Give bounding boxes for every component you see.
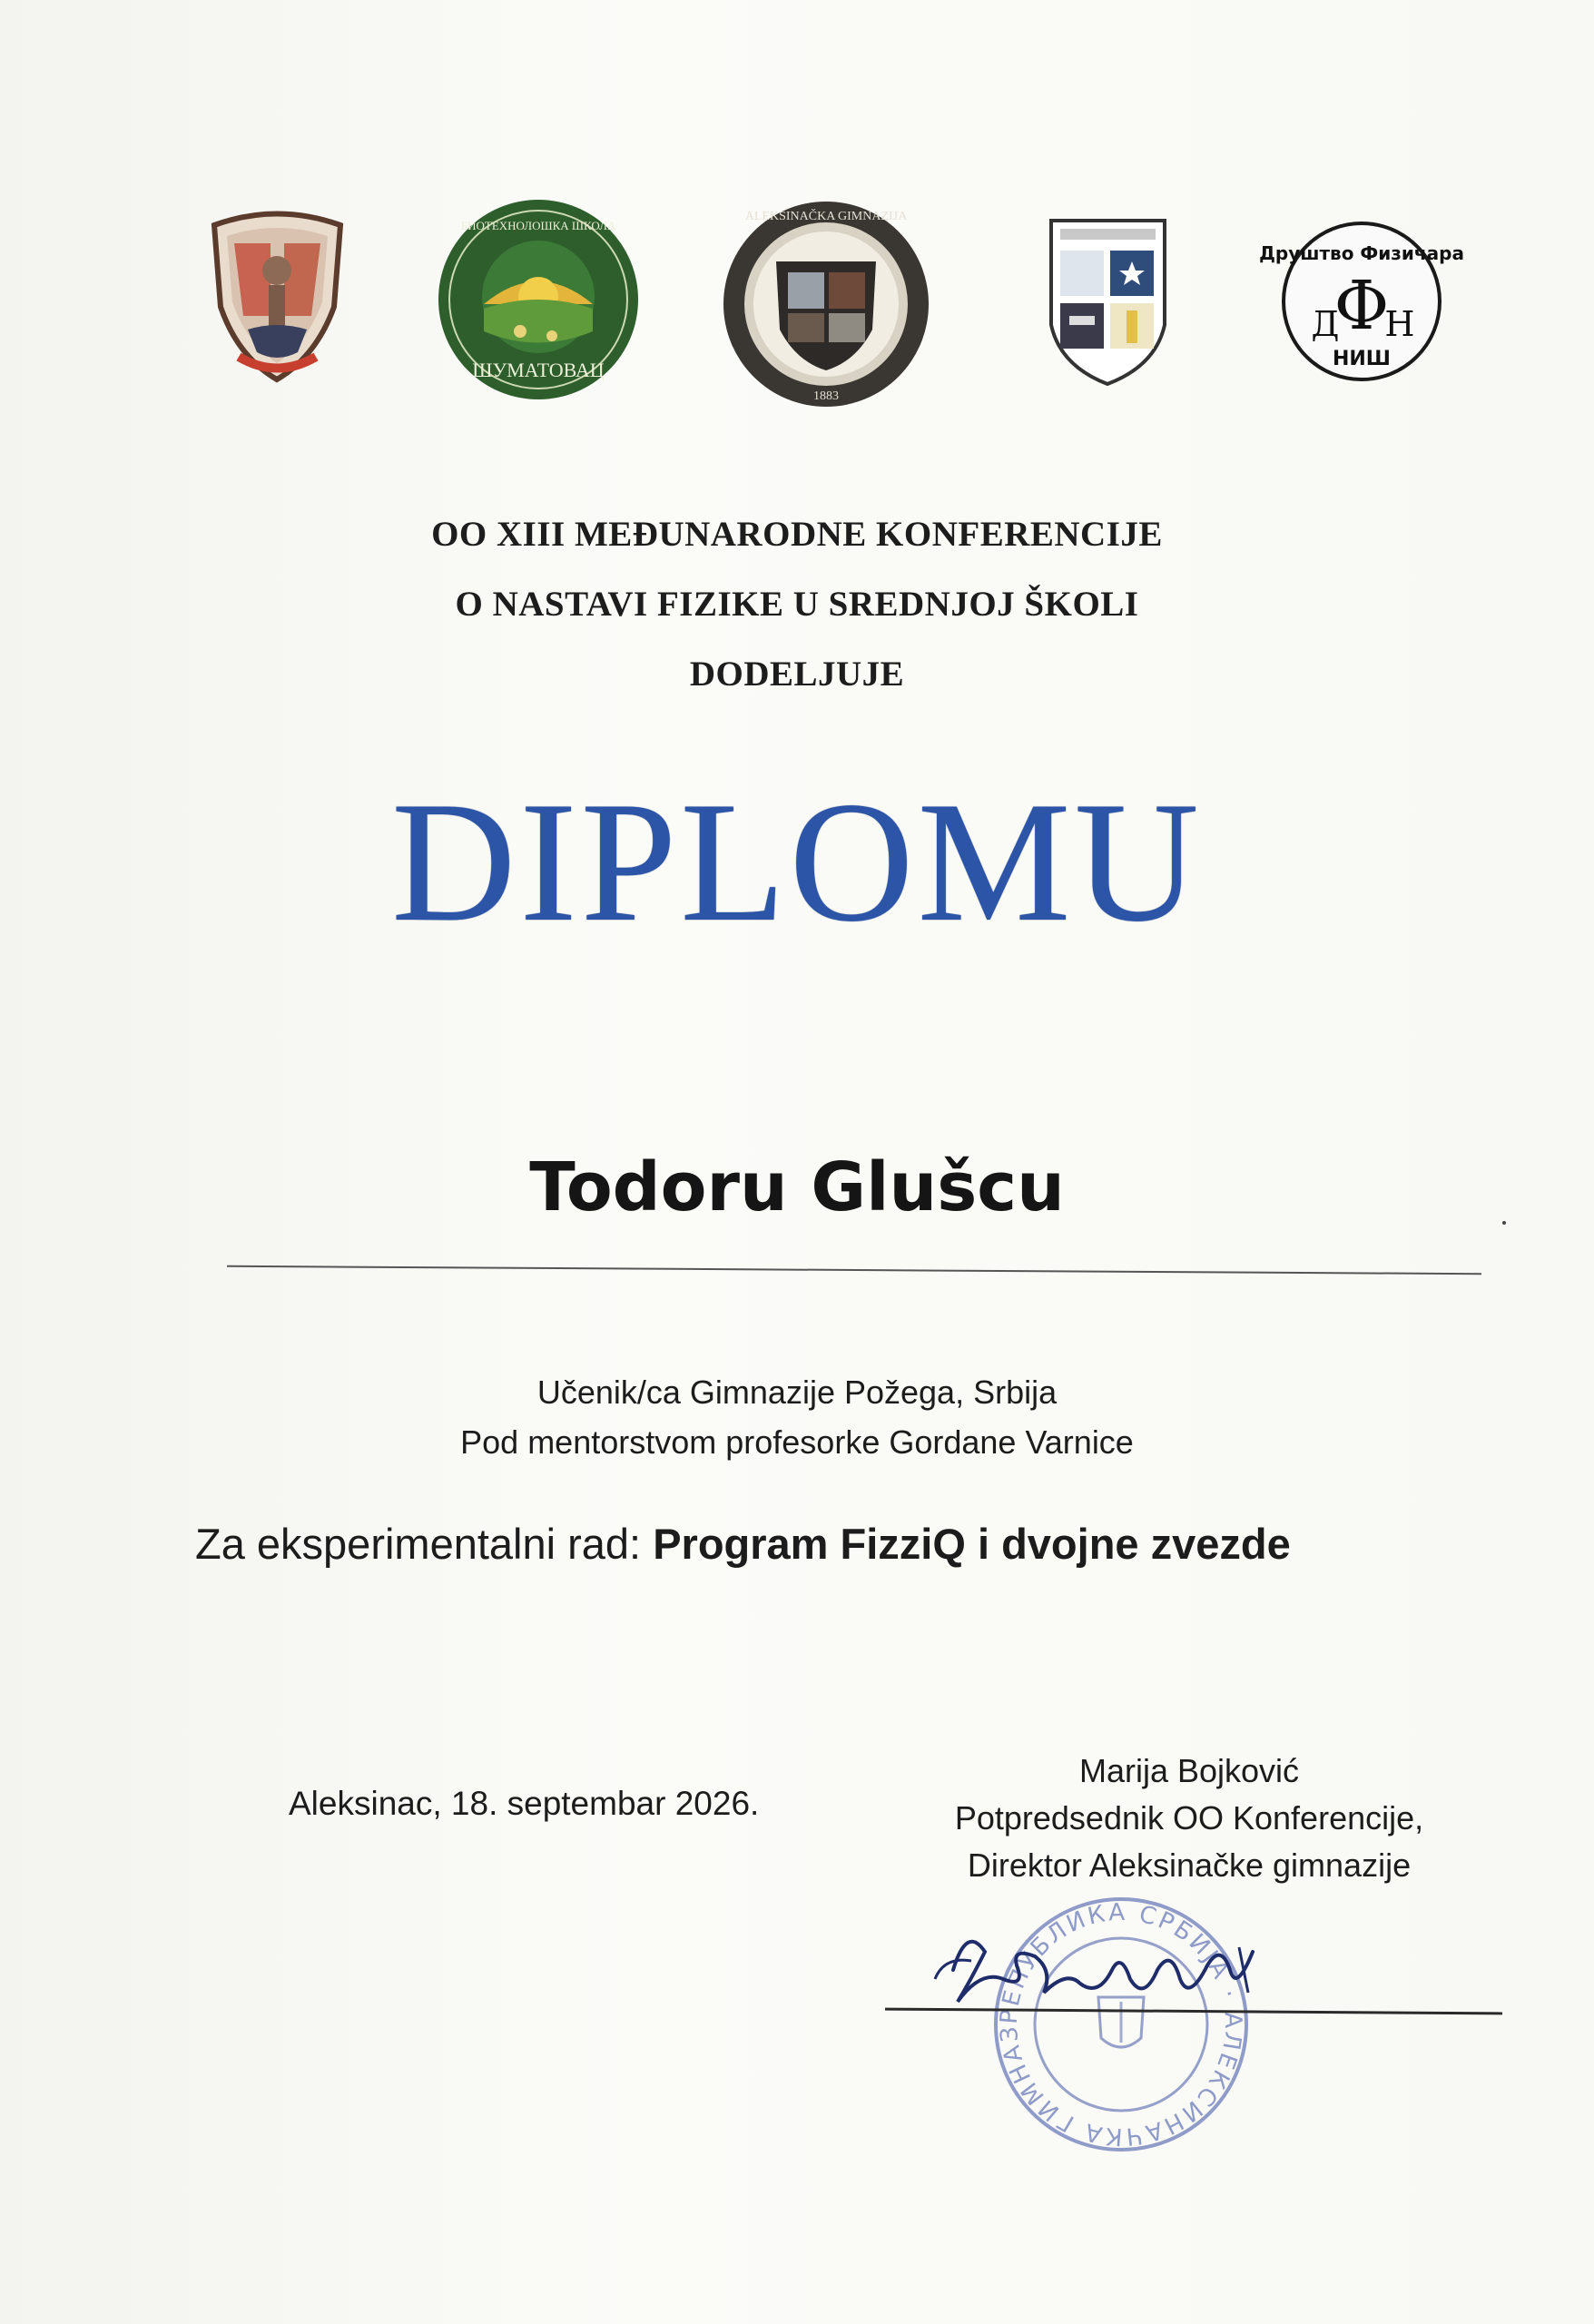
signer-name: Marija Bojković bbox=[1078, 1752, 1300, 1789]
svg-text:Д: Д bbox=[1311, 304, 1340, 344]
svg-text:Н: Н bbox=[1384, 304, 1415, 344]
svg-text:1883: 1883 bbox=[813, 389, 839, 403]
signer-role-1: Potpredsednik OO Konferencije, bbox=[954, 1799, 1424, 1837]
school-shield-icon bbox=[1047, 216, 1169, 389]
svg-text:Друштво Физичара: Друштво Физичара bbox=[1259, 242, 1464, 264]
school-line: Učenik/ca Gimnazije Požega, Srbija bbox=[536, 1374, 1058, 1411]
speck bbox=[1502, 1221, 1506, 1225]
svg-text:БИОТЕХНОЛОШКА ШКОЛА: БИОТЕХНОЛОШКА ШКОЛА bbox=[460, 219, 616, 232]
diploma-title: DIPLOMU bbox=[391, 767, 1203, 958]
work-title: Program FizziQ i dvojne zvezde bbox=[653, 1520, 1291, 1568]
work-line bbox=[195, 1519, 1291, 1569]
work-prefix: Za eksperimentalni rad: bbox=[195, 1520, 642, 1568]
shield-crest-icon bbox=[207, 207, 348, 384]
gymnasium-seal-icon bbox=[720, 198, 933, 411]
svg-text:Φ: Φ bbox=[1333, 267, 1390, 345]
name-underline bbox=[227, 1265, 1481, 1275]
logo-row bbox=[0, 191, 1594, 409]
heading-line-3: DODELJUJE bbox=[689, 655, 905, 694]
mentor-line: Pod mentorstvom profesorke Gordane Varnice bbox=[460, 1423, 1134, 1461]
physics-society-logo-icon bbox=[1259, 218, 1464, 386]
place-date: Aleksinac, 18. septembar 2026. bbox=[289, 1785, 760, 1822]
signer-role-2: Direktor Aleksinačke gimnazije bbox=[967, 1846, 1412, 1884]
svg-text:НИШ: НИШ bbox=[1332, 348, 1392, 370]
heading-line-2: O NASTAVI FIZIKE U SREDNJOJ ŠKOLI bbox=[455, 585, 1139, 624]
svg-text:РЕПУБЛИКА СРБИЈА · АЛЕКСИНАЧКА: РЕПУБЛИКА СРБИЈА · АЛЕКСИНАЧКА ГИМНАЗ bbox=[995, 1898, 1247, 2151]
signer-block bbox=[917, 1748, 1461, 1889]
heading-line-1: OO XIII MEĐUNARODNE KONFERENCIJE bbox=[431, 515, 1163, 554]
svg-text:ALEKSINAČKA GIMNAZIJA: ALEKSINAČKA GIMNAZIJA bbox=[744, 210, 908, 223]
recipient-name: Todoru Glušcu bbox=[529, 1148, 1065, 1226]
biotechnology-school-emblem-icon bbox=[434, 195, 643, 404]
svg-text:ШУМАТОВАЦ: ШУМАТОВАЦ bbox=[472, 359, 605, 381]
